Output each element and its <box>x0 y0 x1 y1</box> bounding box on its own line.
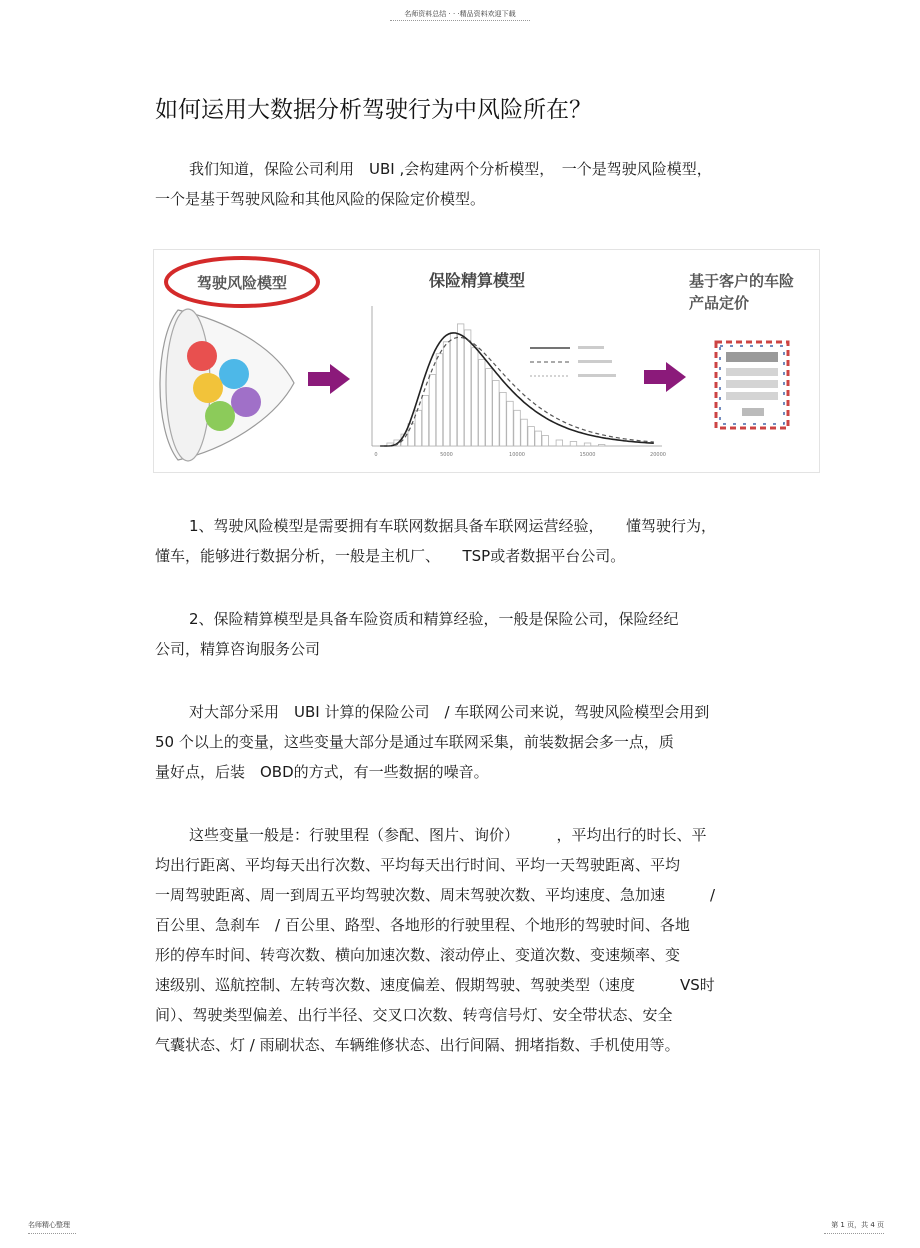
figure-label-mid: 保险精算模型 <box>428 271 526 290</box>
paragraph-line: 百公里、急刹车 / 百公里、路型、各地形的行驶里程、个地形的驾驶时间、各地 <box>155 916 690 934</box>
histogram-bar <box>556 440 563 446</box>
risk-ball <box>219 359 249 389</box>
paragraph-line: 一周驾驶距离、周一到周五平均驾驶次数、周末驾驶次数、平均速度、急加速 / <box>155 886 716 904</box>
x-tick-label: 5000 <box>440 452 453 458</box>
histogram-bar <box>472 348 479 446</box>
chart-x-ticks <box>374 452 666 458</box>
arrow-2 <box>644 362 686 392</box>
paragraph-line: 形的停车时间、转弯次数、横向加速次数、滚动停止、变道次数、变速频率、变 <box>155 946 681 964</box>
histogram-bar <box>570 442 577 447</box>
footer-left: 名师精心整理 <box>28 1221 70 1229</box>
x-tick-label: 0 <box>374 452 378 458</box>
paragraph-3 <box>155 697 767 787</box>
histogram-bar <box>450 333 457 446</box>
histogram-bar <box>479 360 486 446</box>
histogram-bars <box>387 324 605 446</box>
chart-legend <box>530 346 616 377</box>
histogram-bar <box>415 410 422 446</box>
intro-paragraph <box>155 154 767 214</box>
footer-dots-right <box>824 1233 884 1234</box>
x-tick-label: 10000 <box>509 452 525 458</box>
histogram-bar <box>464 330 471 446</box>
pricing-envelope-icon <box>716 342 788 428</box>
paragraph-line: 2、保险精算模型是具备车险资质和精算经验，一般是保险公司，保险经纪 <box>189 610 679 628</box>
paragraph-2 <box>155 604 767 664</box>
page-header: 名师资料总结 · · ·精品资料欢迎下载 <box>404 10 516 18</box>
histogram-bar <box>422 395 429 446</box>
histogram-bar <box>436 354 443 446</box>
paragraph-line: 这些变量一般是：行驶里程（参配、图片、询价） ，平均出行的时长、平 <box>189 826 707 844</box>
figure-label-right-2: 产品定价 <box>689 294 750 312</box>
histogram-bar <box>535 431 542 446</box>
paragraph-line: 公司，精算咨询服务公司 <box>155 640 321 658</box>
paragraph-1 <box>155 511 767 571</box>
x-tick-label: 15000 <box>579 452 596 458</box>
histogram-bar <box>542 436 549 446</box>
histogram-bar <box>598 445 605 447</box>
arrow-1 <box>308 364 350 394</box>
histogram-bar <box>507 401 514 446</box>
risk-ball <box>193 373 223 403</box>
risk-ball <box>205 401 235 431</box>
risk-ball <box>231 387 261 417</box>
paragraph-line: 速级别、巡航控制、左转弯次数、速度偏差、假期驾驶、驾驶类型（速度 VS时 <box>155 976 715 994</box>
paragraph-line: 50 个以上的变量，这些变量大部分是通过车联网采集，前装数据会多一点，质 <box>155 733 674 751</box>
footer-dots-left <box>28 1233 76 1234</box>
page-title: 如何运用大数据分析驾驶行为中风险所在？ <box>155 97 592 123</box>
paragraph-line: 懂车，能够进行数据分析，一般是主机厂、 TSP或者数据平台公司。 <box>155 547 626 565</box>
x-tick-label: 20000 <box>650 452 666 458</box>
histogram-bar <box>408 424 415 446</box>
histogram-bar <box>493 381 500 447</box>
model-figure <box>153 249 820 473</box>
paragraph-line: 间）、驾驶类型偏差、出行半径、交叉口次数、转弯信号灯、安全带状态、安全 <box>155 1006 673 1024</box>
paragraph-line: 气囊状态、灯 / 雨刷状态、车辆维修状态、出行间隔、拥堵指数、手机使用等。 <box>155 1036 680 1054</box>
page-number: 第 1 页，共 4 页 <box>831 1221 884 1229</box>
figure-label-right-1: 基于客户的车险 <box>689 272 795 290</box>
figure-svg <box>154 250 819 472</box>
header-dots <box>390 20 530 21</box>
histogram-bar <box>486 369 493 446</box>
histogram-bar <box>528 427 535 446</box>
histogram-bar <box>514 410 521 446</box>
histogram-bar <box>457 324 464 446</box>
paragraph-line: 1、驾驶风险模型是需要拥有车联网数据具备车联网运营经验， 懂驾驶行为， <box>189 517 717 535</box>
histogram-bar <box>584 443 591 446</box>
intro-line: 一个是基于驾驶风险和其他风险的保险定价模型。 <box>155 190 486 208</box>
paragraph-4 <box>155 820 767 1060</box>
intro-line: 我们知道，保险公司利用 UBI ,会构建两个分析模型， 一个是驾驶风险模型， <box>189 160 712 178</box>
histogram-bar <box>429 375 436 447</box>
figure-label-left: 驾驶风险模型 <box>196 274 288 292</box>
risk-ball <box>187 341 217 371</box>
paragraph-line: 均出行距离、平均每天出行次数、平均每天出行时间、平均一天驾驶距离、平均 <box>155 856 681 874</box>
paragraph-line: 对大部分采用 UBI 计算的保险公司 / 车联网公司来说，驾驶风险模型会用到 <box>189 703 710 721</box>
histogram-bar <box>521 419 528 446</box>
paragraph-line: 量好点，后装 OBD的方式，有一些数据的噪音。 <box>155 763 489 781</box>
histogram-bar <box>500 392 507 446</box>
histogram-bar <box>443 342 450 446</box>
